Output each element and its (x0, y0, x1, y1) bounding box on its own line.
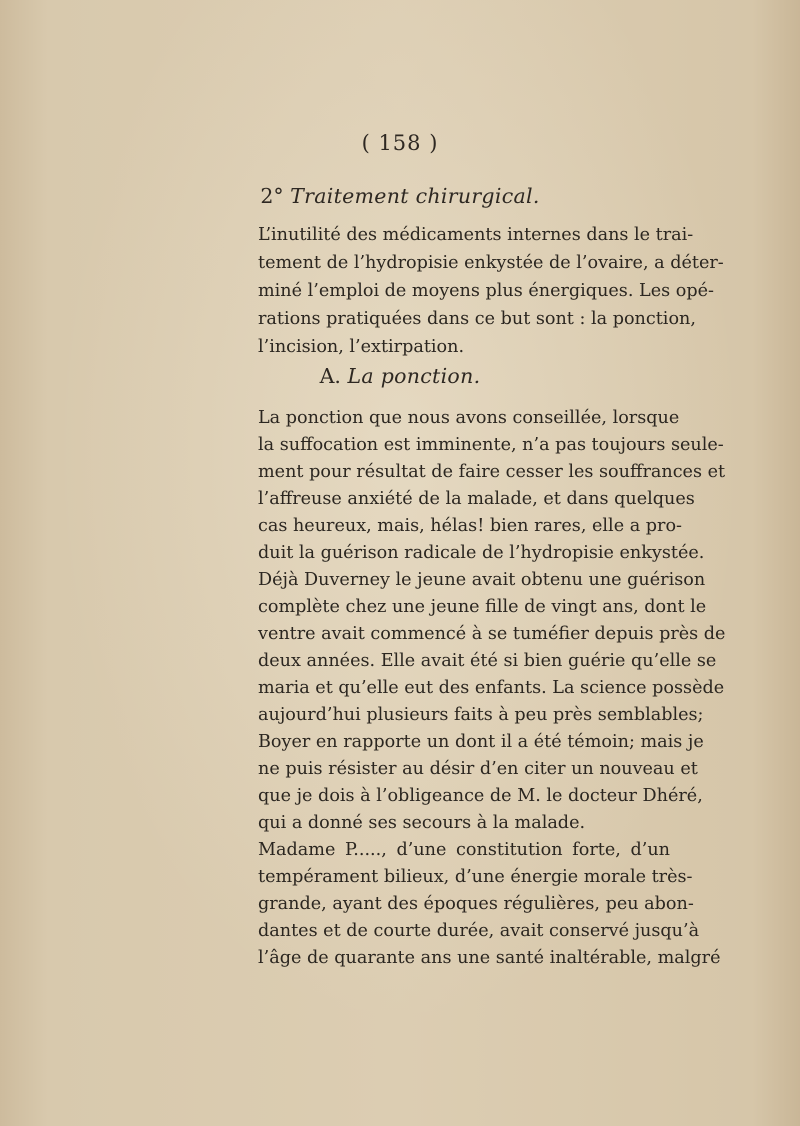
text-line: miné l’emploi de moyens plus énergiques. Les opé- (258, 281, 714, 301)
text-line: dantes et de courte durée, avait conservé jusqu’à (258, 921, 700, 941)
text-line: rations pratiquées dans ce but sont : la ponction, (258, 309, 696, 329)
text-line: Boyer en rapporte un dont il a été témoin; mais je (258, 732, 704, 752)
text-line: ment pour résultat de faire cesser les souffrances et (258, 462, 726, 482)
text-line: duit la guérison radicale de l’hydropisie enkystée. (258, 543, 705, 563)
text-line: aujourd’hui plusieurs faits à peu près semblables; (258, 705, 704, 725)
text-line: deux années. Elle avait été si bien guérie qu’elle se (258, 651, 717, 671)
text-line: tempérament bilieux, d’une énergie morale très- (258, 867, 693, 887)
subsection-title: La ponction. (347, 364, 481, 388)
text-line: Déjà Duverney le jeune avait obtenu une guérison (258, 570, 706, 590)
text-line: L’inutilité des médicaments internes dans le trai- (258, 225, 694, 245)
text-line: ventre avait commencé à se tuméfier depuis près de (258, 624, 726, 644)
text-line: l’affreuse anxiété de la malade, et dans quelques (258, 489, 695, 509)
subsection-letter: A. (319, 364, 341, 388)
text-line: complète chez une jeune fille de vingt ans, dont le (258, 597, 707, 617)
section-heading-treatment (0, 184, 800, 208)
text-line: qui a donné ses secours à la malade. (258, 813, 586, 833)
text-line: ne puis résister au désir d’en citer un nouveau et (258, 759, 698, 779)
text-line: tement de l’hydropisie enkystée de l’ovaire, a déter- (258, 253, 724, 273)
section-number: 2° (260, 184, 284, 208)
text-line: la suffocation est imminente, n’a pas toujours seule- (258, 435, 724, 455)
page-number: ( 158 ) (361, 131, 439, 155)
text-line: cas heureux, mais, hélas! bien rares, elle a pro- (258, 516, 682, 536)
section-title: Traitement chirurgical. (290, 184, 540, 208)
text-line: l’âge de quarante ans une santé inaltérable, malgré (258, 948, 721, 968)
subsection-heading-ponction (0, 364, 800, 388)
text-line: grande, ayant des époques régulières, peu abon- (258, 894, 694, 914)
text-line: Madame P....., d’une constitution forte, d’un (258, 840, 670, 860)
text-line: que je dois à l’obligeance de M. le docteur Dhéré, (258, 786, 703, 806)
text-line: maria et qu’elle eut des enfants. La science possède (258, 678, 725, 698)
text-line: La ponction que nous avons conseillée, lorsque (258, 408, 680, 428)
text-line: l’incision, l’extirpation. (258, 337, 465, 357)
